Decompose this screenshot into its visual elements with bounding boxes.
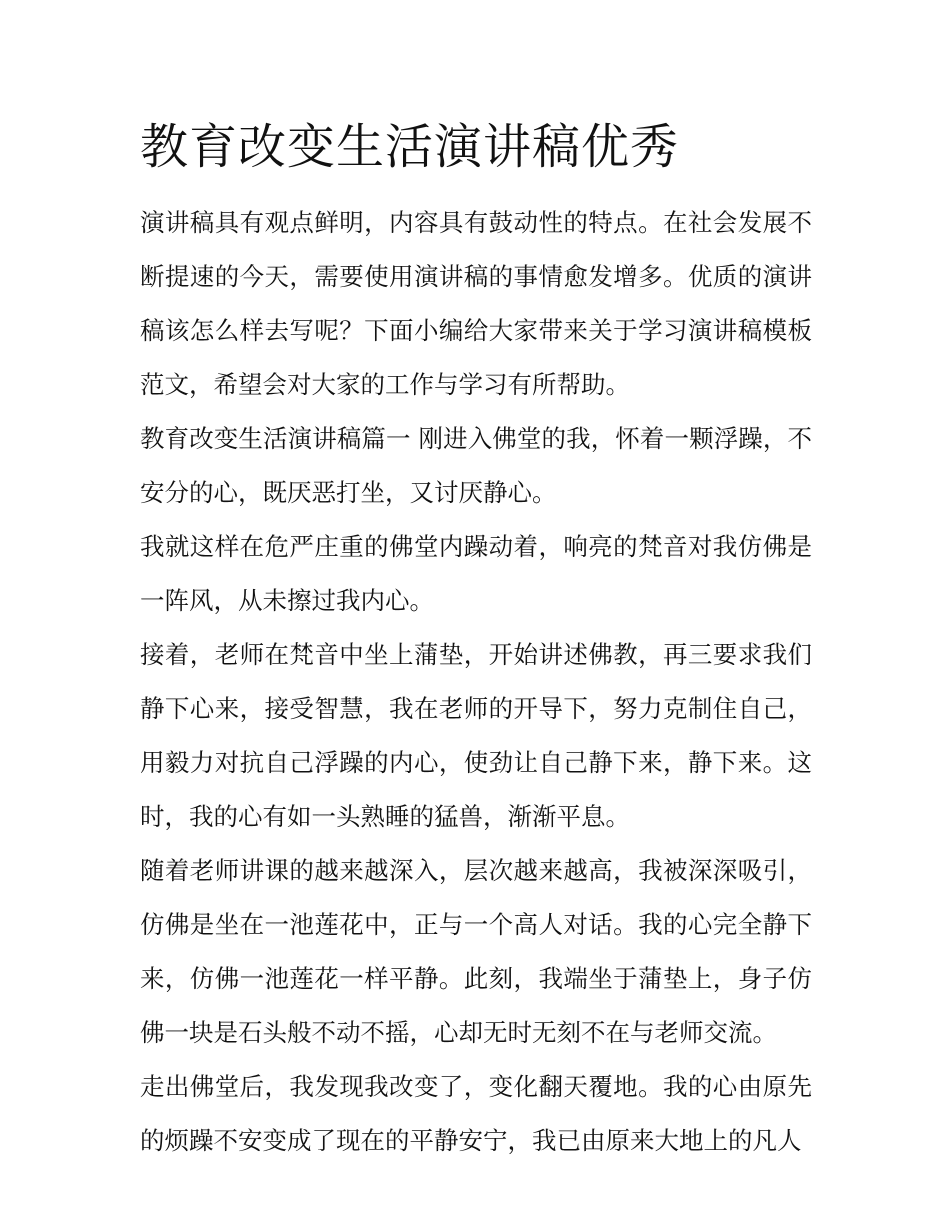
document-title: 教育改变生活演讲稿优秀 bbox=[140, 119, 680, 175]
paragraph-intro: 演讲稿具有观点鲜明，内容具有鼓动性的特点。在社会发展不断提速的今天，需要使用演讲稿的事情愈发增多。优质的演讲稿该怎么样去写呢？下面小编给大家带来关于学习演讲稿模板范文，希望会对大家的工作与学习有所帮助。 bbox=[140, 208, 812, 399]
paragraph: 走出佛堂后，我发现我改变了，变化翻天覆地。我的心由原先的烦躁不安变成了现在的平静安宁，我已由原来大地上的凡人 bbox=[140, 1072, 812, 1155]
paragraph-chapter-one: 教育改变生活演讲稿篇一 刚进入佛堂的我，怀着一颗浮躁，不安分的心，既厌恶打坐，又讨厌静心。 bbox=[140, 424, 812, 507]
paragraph: 随着老师讲课的越来越深入，层次越来越高，我被深深吸引，仿佛是坐在一池莲花中，正与一个高人对话。我的心完全静下来，仿佛一池莲花一样平静。此刻，我端坐于蒲垫上，身子仿佛一块是石头般不动不摇，心却无时无刻不在与老师交流。 bbox=[140, 856, 812, 1047]
paragraph: 接着，老师在梵音中坐上蒲垫，开始讲述佛教，再三要求我们静下心来，接受智慧，我在老师的开导下，努力克制住自己，用毅力对抗自己浮躁的内心，使劲让自己静下来，静下来。这时，我的心有如一头熟睡的猛兽，渐渐平息。 bbox=[140, 640, 812, 831]
paragraph: 我就这样在危严庄重的佛堂内躁动着，响亮的梵音对我仿佛是一阵风，从未擦过我内心。 bbox=[140, 532, 812, 615]
document-body bbox=[140, 196, 812, 1168]
